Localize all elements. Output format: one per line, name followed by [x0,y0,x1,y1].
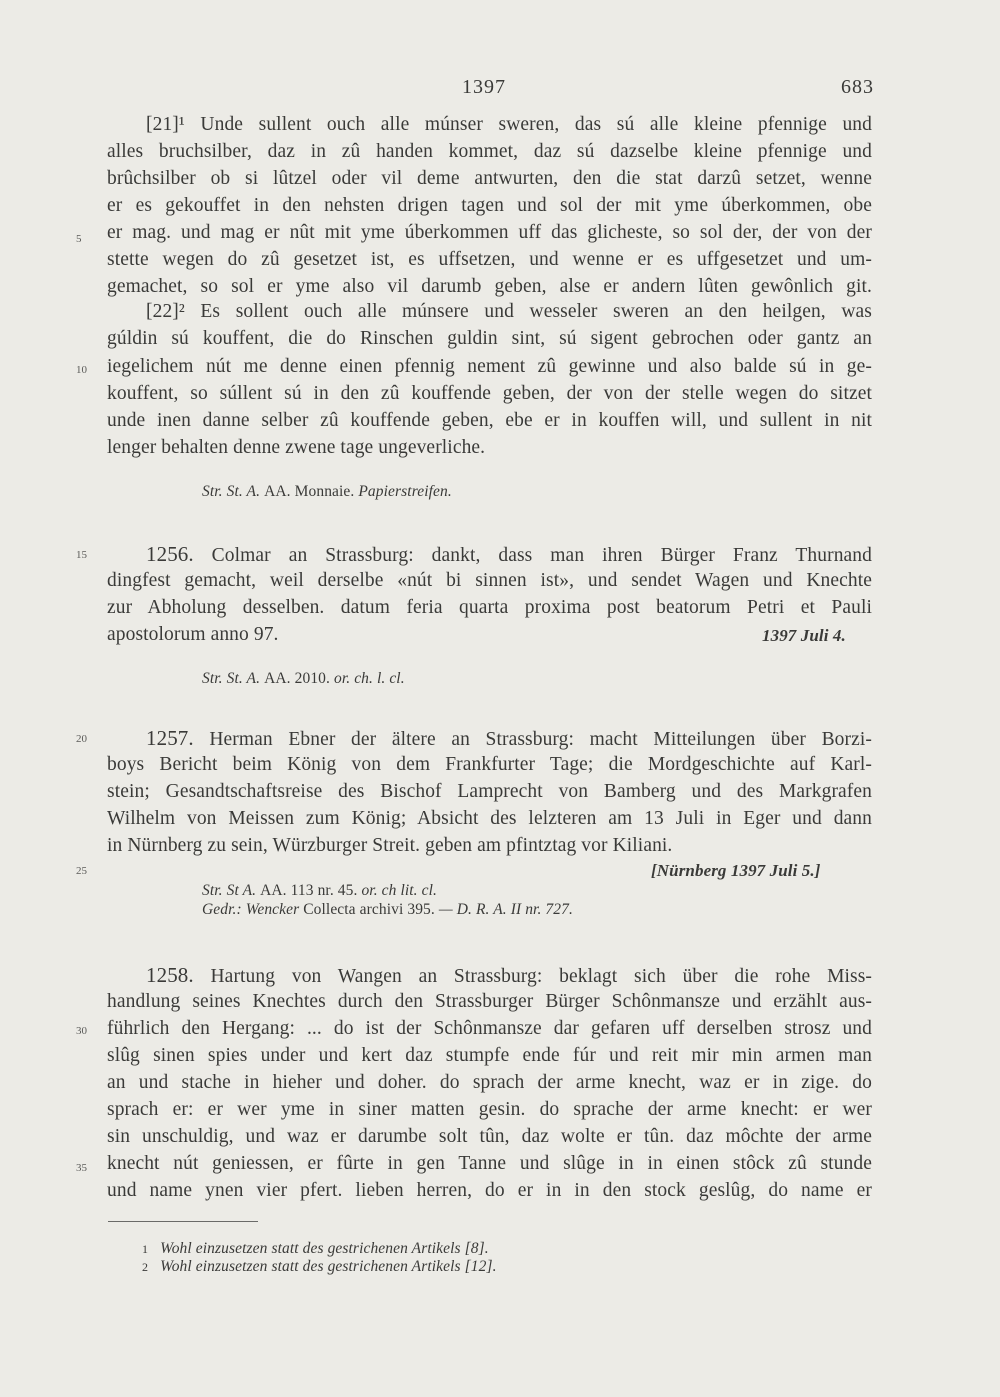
print-citation [202,897,573,923]
text-line: [22]² Es sollent ouch alle múnsere und wesseler sweren an den heilgen, was [146,301,872,322]
entry-text: Colmar an Strassburg: dankt, dass man ihren Bürger Franz Thurnand [193,545,872,566]
text-line: führlich den Hergang: ... do ist der Schônmansze dar gefaren uff derselben strosz und [107,1018,872,1039]
citation-prefix: Str. St A. [202,882,261,899]
margin-line-number: 25 [76,865,87,877]
text-line: und name ynen vier pfert. lieben herren, do er in in den stock geslûg, do name er [107,1180,872,1201]
citation-shelfmark: AA. 113 nr. 45. [260,882,358,899]
margin-line-number: 10 [76,364,87,376]
text-line: dingfest gemacht, weil derselbe «nút bi sinnen ist», und sendet Wagen und Knechte [107,570,872,591]
text-line: sin unschuldig, und waz er darumbe solt tûn, daz wolte er tûn. daz môchte der arme [107,1126,872,1147]
footnote-divider [108,1221,258,1222]
margin-line-number: 5 [76,233,82,245]
text-line: er es gekouffet in den nehsten drigen tagen und sol der mit yme úberkommen, obe [107,195,872,216]
citation-prefix: Gedr.: Wencker [202,901,304,918]
margin-line-number: 30 [76,1025,87,1037]
citation-shelfmark: AA. Monnaie. [264,483,355,500]
entry-first-line [146,725,872,753]
citation-suffix: Papierstreifen. [354,483,452,500]
margin-line-number: 35 [76,1162,87,1174]
text-line: iegelichem nút me denne einen pfennig nement zû gewinne und also balde sú in ge- [107,356,872,377]
page-number: 683 [841,76,874,98]
entry-text: Herman Ebner der ältere an Strassburg: macht Mitteilungen über Borzi- [193,729,872,750]
entry-number: 1258. [146,963,194,987]
source-citation [202,479,452,505]
footnote-text: Wohl einzusetzen statt des gestrichenen Artikels [8]. [160,1240,489,1257]
citation-suffix: or. ch lit. cl. [357,882,437,899]
footnote [142,1254,497,1280]
footnote-text: Wohl einzusetzen statt des gestrichenen Artikels [12]. [160,1258,497,1275]
source-citation [202,666,405,692]
text-line: er mag. und mag er nût mit yme úberkommen uff das glicheste, so sol der, der von der [107,222,872,243]
entry-first-line [146,541,872,569]
citation-shelfmark: Collecta archivi 395. [303,901,435,918]
text-line: brûchsilber ob si lûtzel oder vil deme antwurten, den die stat darzû setzet, wenne [107,168,872,189]
text-line: unde inen danne selber zû kouffende geben, ebe er in kouffen will, und sullent in nit [107,410,872,431]
citation-shelfmark: AA. 2010. [264,670,330,687]
entry-number: 1256. [146,542,194,566]
text-line: slûg sinen spies under und kert daz stumpfe ende fúr und reit mir min armen man [107,1045,872,1066]
margin-line-number: 15 [76,549,87,561]
text-line: gemachet, so sol er yme also vil darumb geben, alse er andern lûten gewônlich git. [107,276,872,297]
citation-suffix: or. ch. l. cl. [330,670,405,687]
margin-line-number: 20 [76,733,87,745]
citation-suffix: — D. R. A. II nr. 727. [434,901,573,918]
text-line: handlung seines Knechtes durch den Strassburger Bürger Schônmansze und erzählt aus- [107,991,872,1012]
text-line: boys Bericht beim König von dem Frankfurter Tage; die Mordgeschichte auf Karl- [107,754,872,775]
text-line: stein; Gesandtschaftsreise des Bischof Lamprecht von Bamberg und des Markgrafen [107,781,872,802]
text-line: lenger behalten denne zwene tage ungeverliche. [107,437,486,458]
text-line: zur Abholung desselben. datum feria quarta proxima post beatorum Petri et Pauli [107,597,872,618]
text-line: [21]¹ Unde sullent ouch alle múnser sweren, das sú alle kleine pfennige und [146,114,872,135]
text-line: alles bruchsilber, daz in zû handen kommet, daz sú dazselbe kleine pfennige und [107,141,872,162]
entry-date: 1397 Juli 4. [762,626,846,645]
text-line: Wilhelm von Meissen zum König; Absicht des lelzteren am 13 Juli in Eger und dann [107,808,872,829]
text-line: stette wegen do zû gesetzet ist, es uffsetzen, und wenne er es uffgesetzet und um- [107,249,872,270]
entry-text: Hartung von Wangen an Strassburg: beklagt sich über die rohe Miss- [193,966,872,987]
footnote-mark: 1 [142,1242,149,1256]
text-line: sprach er: er wer yme in siner matten gesin. do sprache der arme knecht: er wer [107,1099,872,1120]
footnote-mark: 2 [142,1260,149,1274]
entry-date: [Nürnberg 1397 Juli 5.] [651,861,821,880]
text-line: apostolorum anno 97. [107,624,279,645]
citation-prefix: Str. St. A. [202,670,265,687]
text-line: in Nürnberg zu sein, Würzburger Streit. geben am pfintztag vor Kiliani. [107,835,673,856]
entry-number: 1257. [146,726,194,750]
running-head-year: 1397 [462,76,506,98]
citation-prefix: Str. St. A. [202,483,265,500]
text-line: knecht nút geniessen, er fûrte in gen Tanne und slûge in in einen stôck zû stunde [107,1153,872,1174]
text-line: kouffent, so súllent sú in den zû kouffende geben, der von der stelle wegen do sitzet [107,383,872,404]
text-line: gúldin sú kouffent, die do Rinschen guldin sint, sú sigent gebrochen oder gantz an [107,328,872,349]
text-line: an und stache in hieher und doher. do sprach der arme knecht, waz er in zige. do [107,1072,872,1093]
entry-first-line [146,962,872,990]
